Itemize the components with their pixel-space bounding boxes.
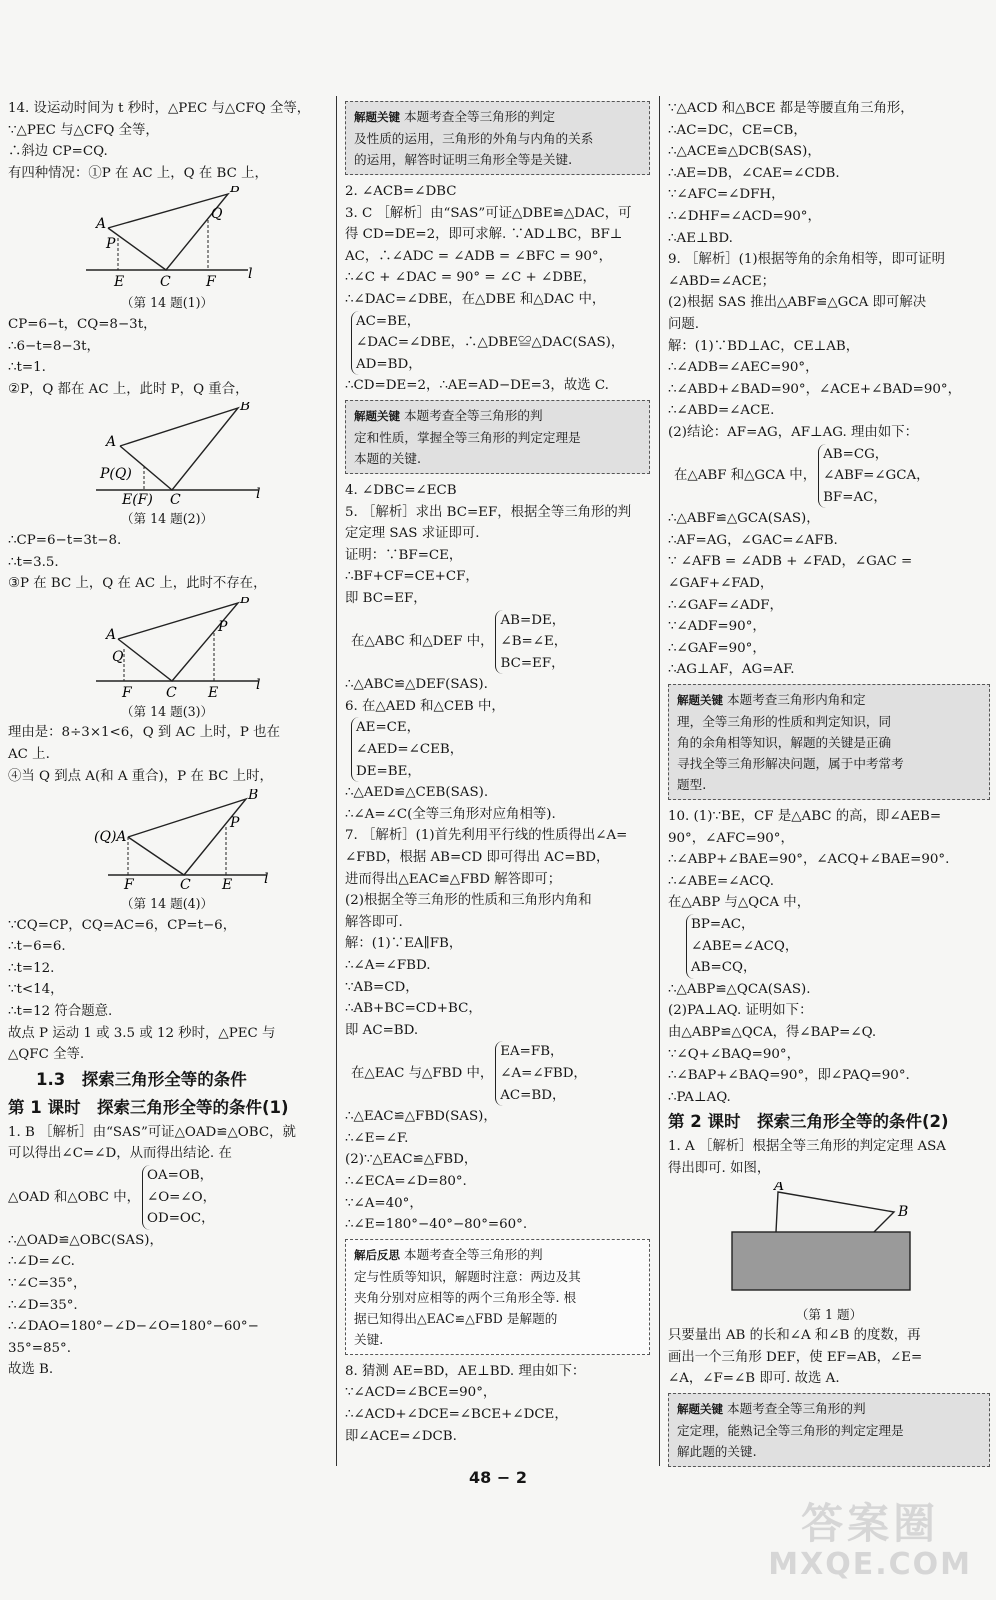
text-line: ∠B=∠E， (500, 634, 568, 650)
text-line: 理，全等三角形的性质和判定知识，同 (677, 714, 892, 730)
text-line: AC 上. (8, 746, 50, 762)
text-line: ∠ABF=∠GCA， (823, 468, 930, 484)
text-line: BC=EF， (500, 655, 565, 671)
svg-text:B: B (230, 186, 241, 197)
text-line: ∵∠A=40°， (345, 1195, 423, 1211)
svg-text:Q: Q (112, 648, 124, 665)
box-tag-label: 解题关键 (677, 693, 723, 708)
text-line: ∠AED=∠CEB， (356, 742, 464, 758)
lesson-title: 第 1 课时 探索三角形全等的条件(1) (8, 1097, 289, 1117)
text-line: 5. ［解析］求出 BC=EF，根据全等三角形的判 (345, 504, 632, 520)
text-line: AC，∴∠ADC = ∠ADB = ∠BFC = 90°， (345, 248, 612, 264)
svg-text:F: F (124, 877, 134, 892)
column-2 (345, 98, 650, 1447)
text-line: ∴AE=DB，∠CAE=∠CDB. (668, 165, 840, 181)
text-line: 故选 B. (8, 1362, 54, 1378)
page-number: 48 − 2 (469, 1468, 527, 1487)
text-line: ∴AE⊥BD. (668, 230, 733, 246)
text-line: 可以得出∠C=∠D，从而得出结论. 在 (8, 1146, 232, 1162)
svg-text:A: A (96, 216, 107, 233)
watermark-logo-text: 答案圈 (801, 1499, 940, 1548)
text-line: 解此题的关键. (677, 1443, 757, 1459)
text-line: 即 AC=BD. (345, 1022, 419, 1038)
text-line: ∴AF=AG，∠GAC=∠AFB. (668, 532, 838, 548)
text-line: ∴PA⊥AQ. (668, 1089, 731, 1105)
text-line: 故点 P 运动 1 或 3.5 或 12 秒时，△PEC 与 (8, 1025, 276, 1041)
text-line: 关键. (354, 1331, 384, 1347)
text-line: ∴△AED≌△CEB(SAS). (345, 785, 489, 801)
svg-text:P(Q): P(Q) (100, 466, 132, 483)
text-line: ∵ ∠AFB = ∠ADB + ∠FAD，∠GAC = (668, 554, 913, 570)
text-line: ∵t<14， (8, 982, 64, 998)
figure-caption: （第 1 题） (795, 1306, 863, 1322)
text-line: 本题的关键. (354, 450, 421, 466)
condition-brace: △OAD 和△OBC 中， OA=OB， ∠O=∠O， OD=OC， (8, 1165, 326, 1230)
text-line: OA=OB， (146, 1168, 214, 1184)
text-line: ∴∠DAC=∠DBE，在△DBE 和△DAC 中， (345, 291, 606, 307)
text-line: (2)∵△EAC≌△FBD， (345, 1152, 478, 1168)
text-line: ∵∠Q+∠BAQ=90°， (668, 1046, 800, 1062)
text-line: BF=AC， (823, 489, 887, 505)
text-line: ∴t=12 符合题意. (8, 1004, 113, 1020)
box-text: 本题考查全等三角形的判 (404, 407, 543, 423)
text-line: ④当 Q 到点 A(和 A 重合)，P 在 BC 上时， (8, 768, 273, 784)
text-line: ∠ABD=∠ACE； (668, 273, 775, 289)
text-line (677, 1398, 983, 1420)
text-line: 只要量出 AB 的长和∠A 和∠B 的度数，再 (668, 1328, 921, 1344)
text-line: 10. (1)∵BE，CF 是△ABC 的高，即∠AEB= (668, 809, 942, 825)
text-line: EA=FB， (500, 1044, 564, 1060)
text-line: ∴∠ABD+∠BAD=90°，∠ACE+∠BAD=90°， (668, 381, 961, 397)
key-note-box (345, 101, 650, 175)
text-line (677, 689, 983, 711)
text-line: ∠GAF+∠FAD， (668, 576, 774, 592)
text-line: AE=CE， (356, 720, 421, 736)
text-line: ∴∠E=∠F. (345, 1130, 409, 1146)
figure-14-1 (8, 186, 326, 290)
text-line: 夹角分别对应相等的两个三角形全等. 根 (354, 1289, 577, 1305)
text-line: ∴∠ABE=∠ACQ. (668, 873, 774, 889)
svg-text:C: C (166, 684, 177, 699)
text-line: 1. A ［解析］根据全等三角形的判定定理 ASA (668, 1139, 946, 1155)
text-line: ∵△PEC 与△CFQ 全等， (8, 122, 159, 138)
column-1 (8, 98, 326, 1381)
figure-14-4 (8, 789, 326, 891)
text-line: ∵∠ADF=90°， (668, 619, 766, 635)
box-text: 本题考查全等三角形的判 (727, 1400, 866, 1416)
watermark-url: MXQE.COM (768, 1547, 972, 1582)
key-note-box (668, 684, 990, 800)
text-line: 由△ABP≌△QCA，得∠BAP=∠Q. (668, 1024, 877, 1040)
text-line: ∠A=∠FBD， (500, 1065, 587, 1081)
text-line: ∠ABE=∠ACQ， (691, 938, 799, 954)
text-line: ∴△EAC≌△FBD(SAS)， (345, 1109, 497, 1125)
svg-text:l: l (248, 266, 253, 283)
text-line: BP=AC， (691, 917, 755, 932)
text-line: 题型. (677, 777, 707, 793)
text-line: 及性质的运用，三角形的外角与内角的关系 (354, 131, 594, 146)
text-line: ∴∠E=180°−40°−80°=60°. (345, 1217, 528, 1233)
text-line: ∴∠ACD+∠DCE=∠BCE+∠DCE， (345, 1406, 568, 1422)
text-line: ∴∠ECA=∠D=80°. (345, 1173, 467, 1189)
text-line: 35°=85°. (8, 1340, 71, 1356)
text-line: ∴t=12. (8, 960, 55, 976)
text-line: ∴∠GAF=90°， (668, 640, 766, 656)
figure-caption: （第 14 题(3)） (120, 703, 214, 719)
text-line: ∴t=1. (8, 360, 46, 376)
figure-caption: （第 14 题(2)） (120, 511, 214, 527)
svg-text:F: F (122, 684, 132, 699)
svg-text:B: B (248, 789, 259, 804)
text-line: ∴∠BAP+∠BAQ=90°，即∠PAQ=90°. (668, 1068, 910, 1084)
box-text: 本题考查全等三角形的判 (404, 1246, 543, 1262)
text-line: ∴△ABP≌△QCA(SAS). (668, 981, 811, 997)
box-tag-label: 解题关键 (354, 110, 400, 124)
text-line: ∴∠DAO=180°−∠D−∠O=180°−60°− (8, 1319, 259, 1335)
text-line: 角的余角相等知识，解题的关键是正确 (677, 735, 892, 751)
text-line: ∴∠C + ∠DAC = 90° = ∠C + ∠DBE， (345, 270, 596, 286)
text-line: ∠DAC=∠DBE，∴△DBE≌△DAC(SAS)， (356, 335, 625, 351)
condition-brace (668, 914, 990, 979)
figure-14-3 (8, 597, 326, 699)
text-line: (2)根据全等三角形的性质和三角形内角和 (345, 893, 592, 909)
svg-text:C: C (160, 274, 171, 291)
text-line: (2)结论：AF=AG，AF⊥AG. 理由如下： (668, 424, 918, 440)
text-line: 进而得出△EAC≌△FBD 解答即可； (345, 871, 562, 887)
text-line: ∴△OAD≌△OBC(SAS)， (8, 1232, 163, 1248)
text-line: 定定理，能熟记全等三角形的判定定理是 (677, 1422, 904, 1438)
text-line: DE=BE， (356, 763, 421, 779)
text-line: ③P 在 BC 上，Q 在 AC 上，此时不存在， (8, 576, 267, 592)
svg-text:E: E (222, 877, 233, 892)
figure-lesson2-1 (668, 1182, 990, 1302)
column-divider (336, 96, 337, 1466)
text-line: ∴CD=DE=2，∴AE=AD−DE=3，故选 C. (345, 378, 609, 394)
text-line: ∴6−t=8−3t， (8, 338, 100, 354)
condition-brace: 在△ABC 和△DEF 中， AB=DE， ∠B=∠E， BC=EF， (345, 610, 650, 675)
text-line: ∴AC=DC，CE=CB， (668, 122, 807, 138)
text-line: 证明：∵BF=CE， (345, 547, 463, 563)
key-note-box (668, 1393, 990, 1467)
text-line: ∵AB=CD， (345, 979, 419, 995)
text-line: 4. ∠DBC=∠ECB (345, 482, 457, 498)
text-line: 解答即可. (345, 914, 403, 930)
svg-text:C: C (180, 877, 191, 892)
text-line: 理由是：8÷3×1<6，Q 到 AC 上时，P 也在 (8, 725, 280, 741)
text-line: ∴△ABF≌△GCA(SAS)， (668, 511, 820, 527)
text-line: (2)根据 SAS 推出△ABF≌△GCA 即可解决 (668, 295, 927, 311)
text-line: ∴∠ABD=∠ACE. (668, 403, 775, 419)
figure-caption: （第 14 题(1)） (120, 295, 214, 311)
text-line: 3. C ［解析］由“SAS”可证△DBE≌△DAC，可 (345, 205, 632, 221)
text-line: 有四种情况：①P 在 AC 上，Q 在 BC 上， (8, 165, 268, 181)
text-line: ∵∠C=35°， (8, 1276, 87, 1291)
text-line: OD=OC， (146, 1211, 215, 1227)
svg-text:B: B (898, 1203, 909, 1220)
text-line: ∠A，∠F=∠B 即可. 故选 A. (668, 1371, 840, 1387)
text-line: 6. 在△AED 和△CEB 中， (345, 698, 505, 714)
text-line: 解：(1)∵EA∥FB， (345, 936, 463, 952)
text-line: ∴∠DHF=∠ACD=90°， (668, 208, 821, 224)
text-line: 14. 设运动时间为 t 秒时，△PEC 与△CFQ 全等， (8, 101, 311, 116)
svg-text:P: P (106, 236, 116, 253)
text-line: 7. ［解析］(1)首先利用平行线的性质得出∠A= (345, 828, 628, 844)
text-line: AB=CG， (823, 446, 889, 462)
section-title: 1.3 探索三角形全等的条件 (36, 1069, 247, 1089)
text-line (354, 405, 643, 427)
text-line: ∵△ACD 和△BCE 都是等腰直角三角形， (668, 101, 914, 116)
svg-text:Q: Q (211, 206, 223, 223)
svg-text:A: A (774, 1181, 785, 1194)
reflection-box (345, 1239, 650, 1355)
text-line: 定和性质，掌握全等三角形的判定定理是 (354, 429, 581, 445)
text-line: AD=BD， (356, 356, 422, 372)
text-line: ∵∠AFC=∠DFH， (668, 187, 785, 203)
text-line: 据已知得出△EAC≌△FBD 是解题的 (354, 1310, 558, 1326)
text-line: 定定理 SAS 求证即可. (345, 526, 480, 542)
condition-brace (345, 717, 650, 782)
text-line: AC=BD， (500, 1087, 566, 1103)
text-line: ∴∠GAF=∠ADF， (668, 597, 783, 613)
figure-14-2 (8, 402, 326, 506)
box-text: 本题考查全等三角形的判定 (404, 109, 556, 124)
text-line: AB=CQ， (691, 960, 757, 976)
text-line: 在△ABP 与△QCA 中， (668, 895, 811, 911)
text-line: 的运用，解答时证明三角形全等是关键. (354, 152, 573, 167)
text-line: ∵∠ACD=∠BCE=90°， (345, 1385, 497, 1401)
svg-text:C: C (170, 492, 181, 507)
condition-brace (345, 311, 650, 376)
svg-text:B: B (240, 402, 251, 415)
box-tag-label: 解题关键 (354, 408, 400, 423)
text-line: 得出即可. 如图， (668, 1160, 771, 1176)
watermark (768, 1500, 972, 1582)
text-line: ∴∠A=∠FBD. (345, 958, 431, 973)
text-line: 即 BC=EF， (345, 590, 427, 606)
text-line: ∴t=3.5. (8, 554, 59, 570)
text-line: ∴AB+BC=CD+BC， (345, 1001, 482, 1017)
text-line: 9. ［解析］(1)根据等角的余角相等，即可证明 (668, 252, 946, 268)
text-line: ∴AG⊥AF，AG=AF. (668, 662, 795, 678)
box-text: 本题考查三角形内角和定 (727, 692, 866, 708)
text-line: ∴CP=6−t=3t−8. (8, 532, 122, 548)
box-tag-label: 解题关键 (677, 1401, 723, 1416)
text-line: 问题. (668, 316, 700, 332)
text-line: △QFC 全等. (8, 1047, 85, 1063)
text-line: 画出一个三角形 DEF，使 EF=AB，∠E= (668, 1349, 923, 1365)
text-line: ∴∠A=∠C(全等三角形对应角相等). (345, 806, 556, 822)
svg-text:(Q)A: (Q)A (94, 829, 127, 846)
svg-text:l: l (264, 871, 269, 888)
text-line: 即∠ACE=∠DCB. (345, 1428, 457, 1444)
column-3 (668, 98, 990, 1473)
svg-text:E(F): E(F) (122, 492, 153, 507)
text-line: CP=6−t，CQ=8−3t， (8, 316, 157, 332)
text-line: 解：(1)∵BD⊥AC，CE⊥AB， (668, 338, 860, 354)
svg-text:F: F (206, 274, 216, 291)
lesson-title: 第 2 课时 探索三角形全等的条件(2) (668, 1112, 949, 1132)
column-divider (659, 96, 660, 1466)
text-line: 得 CD=DE=2，即可求解. ∵AD⊥BC，BF⊥ (345, 227, 623, 243)
text-line: AC=BE， (356, 313, 421, 329)
text-line: ∵CQ=CP，CQ=AC=6，CP=t−6， (8, 917, 237, 933)
text-line: ∠FBD，根据 AB=CD 即可得出 AC=BD， (345, 850, 610, 866)
text-line: ∴∠D=∠C. (8, 1254, 75, 1270)
box-tag-label: 解后反思 (354, 1247, 400, 1262)
text-line: 寻找全等三角形解决问题，属于中考常考 (677, 756, 904, 772)
key-note-box (345, 400, 650, 474)
text-line: 2. ∠ACB=∠DBC (345, 184, 457, 199)
text-line (354, 106, 643, 128)
text-line (354, 1244, 643, 1266)
svg-text:l: l (256, 486, 261, 503)
text-line: (2)PA⊥AQ. 证明如下： (668, 1003, 813, 1019)
text-line: ∴△ABC≌△DEF(SAS). (345, 677, 488, 693)
condition-brace: 在△EAC 与△FBD 中， EA=FB， ∠A=∠FBD， AC=BD， (345, 1041, 650, 1106)
svg-text:B: B (240, 596, 251, 607)
text-line: AB=DE， (500, 612, 566, 628)
text-line: ∴∠ADB=∠AEC=90°， (668, 360, 819, 376)
condition-brace: 在△ABF 和△GCA 中， AB=CG， ∠ABF=∠GCA， BF=AC， (668, 444, 990, 509)
text-line: 8. 猜测 AE=BD，AE⊥BD. 理由如下： (345, 1363, 586, 1379)
svg-text:A: A (106, 626, 117, 643)
text-line: 90°，∠AFC=90°， (668, 830, 794, 846)
text-line: ∴△ACE≌△DCB(SAS)， (668, 144, 821, 160)
svg-text:l: l (256, 676, 261, 693)
svg-text:P: P (218, 618, 228, 635)
svg-text:E: E (114, 274, 125, 291)
svg-text:P: P (230, 815, 240, 832)
text-line: ∴t−6=6. (8, 939, 66, 955)
text-line: ∴∠D=35°. (8, 1297, 78, 1313)
text-line: 定与性质等知识，解题时注意：两边及其 (354, 1268, 581, 1284)
svg-text:E: E (208, 684, 219, 699)
text-line: 1. B ［解析］由“SAS”可证△OAD≌△OBC，就 (8, 1124, 296, 1140)
text-line: ∴斜边 CP=CQ. (8, 144, 108, 160)
text-line: ②P，Q 都在 AC 上，此时 P，Q 重合， (8, 381, 249, 397)
text-line: ∠O=∠O， (146, 1189, 216, 1205)
text-line: ∴BF+CF=CE+CF， (345, 569, 479, 585)
svg-text:A: A (106, 434, 117, 451)
figure-caption: （第 14 题(4)） (120, 896, 214, 912)
text-line: ∴∠ABP+∠BAE=90°，∠ACQ+∠BAE=90°. (668, 852, 950, 868)
